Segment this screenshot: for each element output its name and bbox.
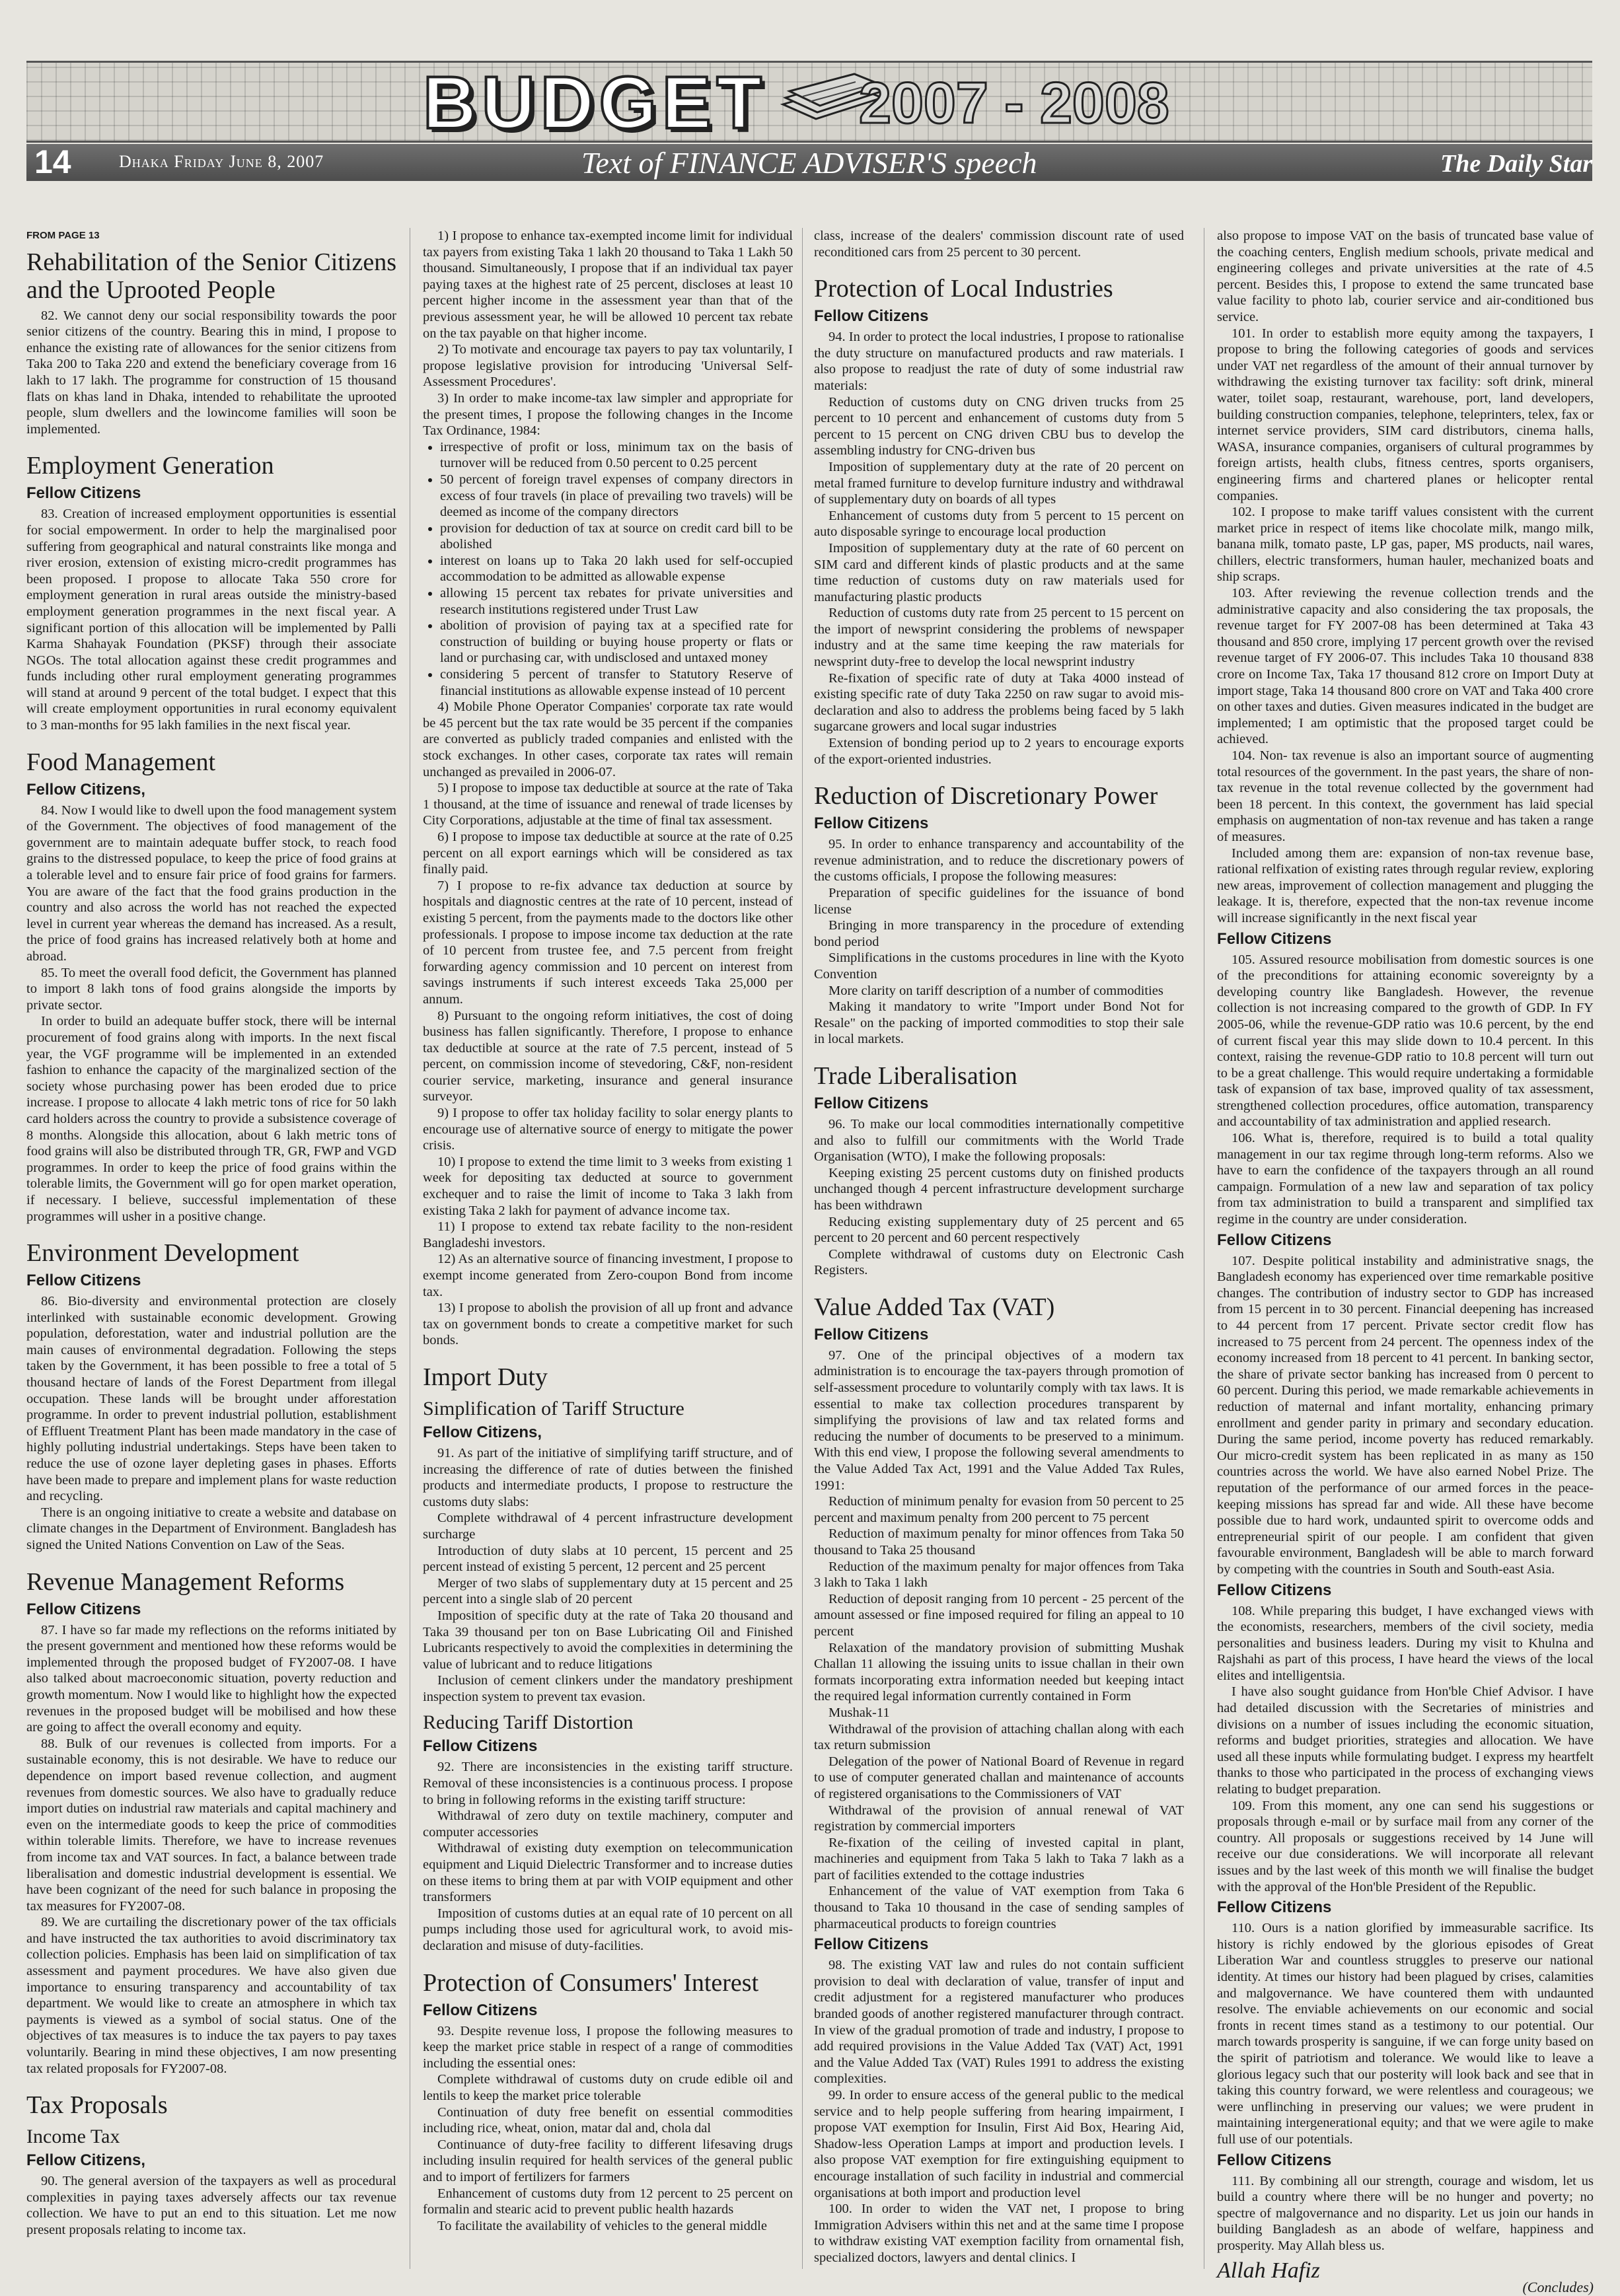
subheading: Fellow Citizens (423, 1737, 538, 1756)
paragraph: Withdrawal of existing duty exemption on telecommunication equipment and Liquid Dielectric Transformer and to increase duties on these items to bring them at par with VOIP equipment and other transformers (423, 1841, 793, 1905)
list-item: • 50 percent of foreign travel expenses of company directors in excess of four travels (in place of prevailing two travels) will be deemed as income of the company directors (440, 472, 793, 520)
section-heading: Protection of Local Industries (814, 275, 1113, 303)
section-heading: Value Added Tax (VAT) (814, 1293, 1055, 1321)
paragraph: 107. Despite political instability and administrative snags, the Bangladesh economy has experienced over time remarkable positive changes. The contribution of industry sector to GDP has increased from 15 percent in to 30 percent. Financial deepening has increased to 44 percent from 17 percent. Private sector credit flow has increased to 75 percent from 24 percent. The openness index of the economy increased from 18 percent to 41 percent. In banking sector, the share of private sector banking has increased from 0 percent to 60 percent. During this period, we made remarkable achievements in reduction of maternal and infant mortality, enhancing primary enrollment and gender parity in primary and secondary education. During the same period, income poverty has reduced remarkably. Our micro-credit system has been replicated in as many as 150 countries across the world. We have also earned Nobel Prize. The reputation of the performance of our armed forces in the peace-keeping missions has spread far and wide. All these have become possible due to hard work, undaunted spirit to overcome odds and entrepreneurial spirit of our people. I am confident that given favourable environment, Bangladesh will be able to march forward by competing with the countries in South and South-east Asia. (1217, 1253, 1594, 1577)
column-4 (1217, 228, 1594, 2296)
paragraph: 108. While preparing this budget, I have exchanged views with the economists, researchers, members of the civil society, media personalities and business leaders. During my visit to Khulna and Rajshahi as part of this process, I have heard the views of the local elites and intelligentsia. (1217, 1603, 1594, 1683)
section-heading: Employment Generation (26, 452, 274, 480)
paragraph: 104. Non- tax revenue is also an important source of augmenting total resources of the government. In the past years, the share of non-tax revenue in the total revenue collected by the government had been 18 percent. In this context, the government has laid special emphasis on augmentation of non-tax revenue and has taken a range of measures. (1217, 748, 1594, 844)
section-heading: Protection of Consumers' Interest (423, 1968, 759, 1997)
paragraph: 106. What is, therefore, required is to build a total quality management in our tax regime through long-term reforms. Also we have to earn the confidence of the taxpayers through an all round campaign. Formulation of a new law and separation of tax policy from tax administration to build a transparent and simplified tax regime in the country are under consideration. (1217, 1131, 1594, 1227)
budget-year: 2007 - 2008 (859, 70, 1169, 135)
paragraph: Complete withdrawal of 4 percent infrastructure development surcharge (423, 1511, 793, 1542)
paragraph: 83. Creation of increased employment opportunities is essential for social empowerment. In order to help the marginalised poor suffering from geographical and natural constraints like monga and river erosion, extension of existing micro-credit programmes has been proposed. I propose to allocate Taka 550 crore for employment generation in rural areas outside the ministry-based employment generation programmes in the next fiscal year. A significant portion of this allocation will be implemented by Palli Karma Shahayak Foundation (PKSF) through their associate NGOs. The total allocation against these credit programmes and funds including other rural employment generating programmes will stand at around 9 percent of the total budget. I expect that this will create employment opportunities in rural economy equivalent to 3 man-months for 95 lakh families in the next fiscal year. (26, 507, 396, 733)
column-rule (802, 228, 803, 2269)
paragraph: Withdrawal of the provision of annual renewal of VAT registration by commercial importers (814, 1803, 1184, 1834)
paragraph: Delegation of the power of National Board of Revenue in regard to use of computer generated challan and maintenance of accounts of registered organisations to the Commissioners of VAT (814, 1754, 1184, 1801)
paragraph: Merger of two slabs of supplementary duty at 15 percent and 25 percent into a single slab of 20 percent (423, 1575, 793, 1607)
paragraph: 98. The existing VAT law and rules do not contain sufficient provision to deal with declaration of value, transfer of input and credit adjustment for a registered manufacturer who produces branded goods of another registered manufacturer through contract. In view of the gradual promotion of trade and industry, I propose to add required provisions in the Value Added Tax (VAT) Act, 1991 and the Value Added Tax (VAT) Rules 1991 to address the existing complexities. (814, 1958, 1184, 2087)
list-item: • abolition of provision of paying tax at a specified rate for construction of building or buying house property or flats or land or purchasing car, with undisclosed and untaxed money (440, 618, 793, 666)
paragraph: Re-fixation of the ceiling of invested capital in plant, machineries and equipment from Taka 5 lakh to Taka 7 lakh as a part of facilities extended to the cottage industries (814, 1835, 1184, 1883)
paragraph: Continuance of duty-free facility to different lifesaving drugs including insulin required for health services of the general public and to import of fertilizers for farmers (423, 2137, 793, 2184)
subsection-heading: Income Tax (26, 2126, 120, 2148)
paragraph: 94. In order to protect the local industries, I propose to rationalise the duty structure on manufactured products and raw materials. I also propose to readjust the rate of duty of some industrial raw materials: (814, 330, 1184, 393)
section-heading: Environment Development (26, 1239, 299, 1268)
paragraph: Reduction of the maximum penalty for major offences from Taka 3 lakh to Taka 1 lakh (814, 1559, 1184, 1591)
paragraph: In order to build an adequate buffer stock, there will be internal procurement of food grains along with imports. In the next fiscal year, the VGF programme will be implemented in an extended fashion to enhance the capacity of the marginalized section of the society whose purchasing power has been eroded due to price increase. I propose to allocate 4 lakh metric tons of rice for 50 lakh card holders across the country to provide a subsistence coverage of 8 months. Alongside this allocation, about 6 lakh metric tons of food grains will also be distributed through TR, GR, FWP and VGD programmes. In order to keep the price of food grains within the tolerable limits, the Government will go for open market operation, if necessary. I believe, successful implementation of these programmes will usher in a positive change. (26, 1014, 396, 1224)
subheading: Fellow Citizens (814, 1935, 929, 1954)
paragraph: Making it mandatory to write "Import under Bond Not for Resale" on the packing of imported commodities to stop their sale in local markets. (814, 999, 1184, 1047)
paragraph: Bringing in more transparency in the procedure of extending bond period (814, 918, 1184, 949)
paragraph: 101. In order to establish more equity among the taxpayers, I propose to bring the following categories of goods and services under VAT net regardless of the amount of their annual turnover by withdrawing the existing turnover tax facility: soft drink, mineral water, toilet soap, restaurant, warehouse, port, land developers, building construction companies, telephone, teleprinters, telex, fax or internet service providers, SIM card distributors, cinema halls, WASA, insurance companies, organisers of cultural programmes by foreign artists, health clubs, fitness centres, sports organisers, engineering firms and chartered planes or helicopter rental companies. (1217, 326, 1594, 503)
paragraph: Continuation of duty free benefit on essential commodities including rice, wheat, onion, matar dal and, chola dal (423, 2104, 793, 2136)
page-number: 14 (34, 143, 71, 180)
paragraph: Preparation of specific guidelines for the issuance of bond license (814, 886, 1184, 917)
list-item: • provision for deduction of tax at source on credit card bill to be abolished (440, 520, 793, 553)
paragraph: 102. I propose to make tariff values consistent with the current market price in respect of items like chocolate milk, mango milk, banana milk, tomato paste, LP gas, paper, MS products, nail wares, chillers, electric transformers, human hauler, mechanized boats and ship scraps. (1217, 505, 1594, 585)
list-item: • considering 5 percent of transfer to Statutory Reserve of financial institutions as allowable expense instead of 10 percent (440, 666, 793, 699)
subheading: Fellow Citizens (26, 484, 141, 503)
section-heading: Food Management (26, 748, 216, 776)
paragraph: 89. We are curtailing the discretionary power of the tax officials and have instructed the tax authorities to avoid discriminatory tax collection policies. Emphasis has been laid on simplification of tax assessment and payment procedures. We have also given due importance to ensuring transparency and accountability of tax department. We would like to create an atmosphere in which tax payments is viewed as a symbol of social status. One of the objectives of tax measures is to induce the tax payers to pay taxes voluntarily. Bearing in mind these objectives, I am now presenting tax related proposals for FY2007-08. (26, 1915, 396, 2076)
section-heading: Tax Proposals (26, 2091, 168, 2120)
subheading: Fellow Citizens (1217, 2151, 1332, 2169)
column-3 (814, 228, 1184, 2269)
paragraph: 110. Ours is a nation glorified by immeasurable sacrifice. Its history is richly endowed by the glorious episodes of Great Liberation War and countless struggles to preserve our national identity. At times our history had been plagued by crises, calamities and malgovernance. We have countered them with undaunted resolve. The enviable achievements on our economic and social fronts in recent times stand as a testimony to our potential. Our march towards prosperity is sanguine, if we can forge unity based on the spirit of patriotism and tolerance. We would like to leave a glorious legacy such that our posterity will look back and see that in taking this country forward, we were relentless and courageous; we were unflinching in preserving our values; we were prudent in maintaining intergenerational equity; and that we were agile to make full use of our potentials. (1217, 1921, 1594, 2147)
paragraph: Reduction of customs duty rate from 25 percent to 15 percent on the import of newsprint considering the problems of newspaper industry and at the same time keeping the raw materials for newsprint duty-free to develop the local newsprint industry (814, 606, 1184, 670)
paragraph: 93. Despite revenue loss, I propose the following measures to keep the market price stable in respect of a range of commodities including the essential ones: (423, 2023, 793, 2071)
subheading: Fellow Citizens (1217, 1231, 1332, 1249)
paragraph: 2) To motivate and encourage tax payers to pay tax voluntarily, I propose legislative provision for introducing 'Universal Self-Assessment Procedures'. (423, 342, 793, 390)
subsection-heading: Simplification of Tariff Structure (423, 1397, 684, 1419)
subheading: Fellow Citizens (1217, 1581, 1332, 1599)
paragraph: 85. To meet the overall food deficit, the Government has planned to import 8 lakh tons of food grains alongside the imports by private sector. (26, 965, 396, 1013)
paragraph: Relaxation of the mandatory provision of submitting Mushak Challan 11 allowing the issuing units to issue challan in their own formats incorporating extra information needed but keeping intact the required legal information currently contained in Form (814, 1640, 1184, 1704)
paragraph: Complete withdrawal of customs duty on crude edible oil and lentils to keep the market price tolerable (423, 2072, 793, 2103)
paragraph: Extension of bonding period up to 2 years to encourage exports of the export-oriented industries. (814, 736, 1184, 767)
paragraph: Complete withdrawal of customs duty on Electronic Cash Registers. (814, 1246, 1184, 1278)
paragraph: 7) I propose to re-fix advance tax deduction at source by hospitals and diagnostic centres at the rate of 10 percent, instead of existing 5 percent, from the payments made to the doctors like other professionals. I propose to impose income tax deduction at the rate of 10 percent from trustee fee, and 7.5 percent from freight forwarding agency commission and 10 percent on interest from savings instruments if such interest exceeds Taka 25,000 per annum. (423, 878, 793, 1007)
paragraph: Included among them are: expansion of non-tax revenue base, rational relfixation of existing rates through regular review, exploring new areas, improvement of collection management and plugging the leakage. It is, therefore, expected that the non-tax revenue income will increase significantly in the next fiscal year (1217, 845, 1594, 925)
paragraph: Re-fixation of specific rate of duty at Taka 4000 instead of existing specific rate of duty Taka 2250 on raw sugar to avoid mis-declaration and also to address the problems being faced by 5 lakh sugarcane growers and local sugar industries (814, 670, 1184, 735)
subheading: Fellow Citizens (814, 1325, 929, 1344)
paragraph: 10) I propose to extend the time limit to 3 weeks from existing 1 week for depositing tax deducted at source to government exchequer and to raise the limit of income to Taka 3 lakh from existing Taka 2 lakh for payment of advance income tax. (423, 1154, 793, 1218)
paragraph: Reduction of deposit ranging from 10 percent - 25 percent of the amount assessed or fine imposed required for filing an appeal to 10 percent (814, 1591, 1184, 1639)
subheading: Fellow Citizens, (26, 2151, 146, 2170)
paragraph: 3) In order to make income-tax law simpler and appropriate for the present times, I propose the following changes in the Income Tax Ordinance, 1984: (423, 390, 793, 439)
paragraph: class, increase of the dealers' commission discount rate of used reconditioned cars from 25 percent to 30 percent. (814, 229, 1184, 260)
paragraph: 12) As an alternative source of financing investment, I propose to exempt income generated from Zero-coupon Bond from income tax. (423, 1252, 793, 1299)
subheading: Fellow Citizens (26, 1600, 141, 1618)
paragraph: 88. Bulk of our revenues is collected from imports. For a sustainable economy, this is not desirable. We have to reduce our dependence on import based revenue collection, and augment revenues from domestic sources. We also have to gradually reduce import duties on industrial raw materials and capital machinery and even on the intermediate goods to keep the price of commodities within tolerable limits. Therefore, we have to increase revenues from income tax and VAT sources. In fact, a balance between trade liberalisation and domestic industrial development is essential. We have been cognizant of the need for such balance in proposing the tax measures for FY2007-08. (26, 1736, 396, 1914)
paragraph: 87. I have so far made my reflections on the reforms initiated by the present government and mentioned how these reforms would be implemented through the proposed budget of FY2007-08. I have also talked about macroeconomic situation, poverty reduction and growth momentum. Now I would like to highlight how the expected revenues in the proposed budget will be mobilised and how these are going to affect the overall economy and equity. (26, 1622, 396, 1735)
section-heading: Trade Liberalisation (814, 1061, 1017, 1090)
section-heading: Revenue Management Reforms (26, 1567, 345, 1596)
paragraph: Withdrawal of the provision of attaching challan along with each tax return submission (814, 1721, 1184, 1753)
paragraph: 86. Bio-diversity and environmental protection are closely interlinked with sustainable economic development. Growing population, deforestation, water and industrial pollution are the main causes of environmental degradation. Following the steps taken by the Government, it has been possible to free a total of 5 thousand hectare of lands of the Forest Department from illegal occupation. These lands will be brought under afforestation programme. In order to prevent industrial pollution, establishment of Effluent Treatment Plant has been made mandatory in the case of highly polluting industrial undertakings. Steps have been taken to reduce the use of ozone layer depleting gases in phases. Efforts have been made to prepare and implement plans for waste reduction and recycling. (26, 1294, 396, 1504)
paragraph: I have also sought guidance from Hon'ble Chief Advisor. I have had detailed discussion with the Secretaries of ministries and divisions on a number of issues including the economic situation, reforms and budget priorities, strategies and allocation. We have used all these inputs while formulating budget. I express my heartfelt thanks to those who participated in the process of exchanging views relating to budget preparation. (1217, 1684, 1594, 1797)
subheading: Fellow Citizens (1217, 929, 1332, 948)
subheading: Fellow Citizens, (26, 780, 146, 799)
subheading: Fellow Citizens (423, 2001, 538, 2019)
signoff: Allah Hafiz (1217, 2258, 1320, 2283)
paragraph: To facilitate the availability of vehicles to the general middle (437, 2218, 767, 2233)
paragraph: 100. In order to widen the VAT net, I propose to bring Immigration Advisers within this net and at the same time I propose to withdraw existing VAT exemption facility from ornamental fish, specialized doctors, lawyers and dental clinics. I (814, 2202, 1184, 2265)
speech-title: Text of FINANCE ADVISER'S speech (581, 146, 1037, 180)
subheading: Fellow Citizens (26, 1272, 141, 1290)
subsection-heading: Reducing Tariff Distortion (423, 1711, 634, 1734)
paragraph: 9) I propose to offer tax holiday facility to solar energy plants to encourage use of alternative source of energy to mitigate the power crisis. (423, 1106, 793, 1153)
paragraph: Mushak-11 (828, 1705, 890, 1720)
paragraph: 111. By combining all our strength, courage and wisdom, let us build a country where there will be no hunger and poverty; no spectre of malgovernance and no disparity. Let us join our hands in building Bangladesh as an abode of welfare, happiness and prosperity. May Allah bless us. (1217, 2173, 1594, 2253)
paragraph: Enhancement of the value of VAT exemption from Taka 6 thousand to Taka 10 thousand in the case of sending samples of pharmaceutical products to foreign countries (814, 1884, 1184, 1931)
paragraph: Introduction of duty slabs at 10 percent, 15 percent and 25 percent instead of existing 5 percent, 12 percent and 25 percent (423, 1543, 793, 1575)
paragraph: Reduction of maximum penalty for minor offences from Taka 50 thousand to Taka 25 thousand (814, 1526, 1184, 1558)
paragraph: 109. From this moment, any one can send his suggestions or proposals through e-mail or by surface mail from any corner of the country. All proposals or suggestions received by 14 June will receive our due considerations. We will incorporate all relevant issues and by the last week of this month we will finalise the budget with the approval of the Hon'ble President of the Republic. (1217, 1798, 1594, 1894)
subheading: Fellow Citizens (814, 1094, 929, 1112)
continued-from: FROM PAGE 13 (26, 230, 100, 241)
paragraph: 84. Now I would like to dwell upon the food management system of the Government. The objectives of food management of the government are to maintain adequate buffer stock, to reach food grains to the distressed populace, to keep the price of food grains at a tolerable level and to ensure fair price of food grains for farmers. You are aware of the fact that the food grains production in the country and also across the world has not reached the expected level in current year whereas the demand has increased. As a result, the price of food grains has increased relatively both at home and abroad. (26, 803, 396, 964)
paragraph: 1) I propose to enhance tax-exempted income limit for individual tax payers from existing Taka 1 lakh 20 thousand to Taka 1 Lakh 50 thousand. Simultaneously, I propose that if an individual tax payer paying taxes at the highest rate of 25 percent, discloses at least 10 percent higher income in the assessment year than that of the previous assessment year, he will be allowed 10 percent tax rebate on the tax payable on that higher income. (423, 229, 793, 341)
paragraph: 97. One of the principal objectives of a modern tax administration is to encourage the tax-payers through promotion of self-assessment procedure to voluntarily comply with tax laws. It is essential to make tax collection procedures transparent by simplifying the provisions of law and tax related forms and reducing the number of documents to be preserved to a minimum. With this end view, I propose the following several amendments to the Value Added Tax Act, 1991 and the Value Added Tax Rules, 1991: (814, 1347, 1184, 1493)
paragraph: 91. As part of the initiative of simplifying tariff structure, and of increasing the difference of rate of duties between the finished products and intermediate products, I propose to restructure the customs duty slabs: (423, 1445, 793, 1509)
paragraph: Simplifications in the customs procedures in line with the Kyoto Convention (814, 951, 1184, 982)
paragraph: Imposition of supplementary duty at the rate of 20 percent on metal framed furniture to develop furniture industry and withdrawal of supplementary duty on boards of all types (814, 459, 1184, 507)
paragraph: Enhancement of customs duty from 12 percent to 25 percent on formalin and stearic acid to prevent public health hazards (423, 2186, 793, 2217)
paragraph: 92. There are inconsistencies in the existing tariff structure. Removal of these inconsistencies is a continuous process. I propose to bring in following reforms in the existing tariff structure: (423, 1760, 793, 1807)
list-item: • allowing 15 percent tax rebates for private universities and research institutions registered under Trust Law (440, 585, 793, 618)
paragraph: More clarity on tariff description of a number of commodities (828, 983, 1163, 998)
section-heading: Reduction of Discretionary Power (814, 782, 1158, 810)
paragraph: Enhancement of customs duty from 5 percent to 15 percent on auto disposable syringe to encourage local production (814, 508, 1184, 540)
paragraph: 4) Mobile Phone Operator Companies' corporate tax rate would be 45 percent but the tax rate would be 35 percent if the companies are converted as publicly traded companies and enlisted with the stock exchanges. In other cases, corporate tax rates will remain unchanged as prevailed in 2006-07. (423, 700, 793, 779)
paragraph: 103. After reviewing the revenue collection trends and the administrative capacity and also considering the tax proposals, the revenue target for FY 2007-08 has been determined at Taka 43 thousand and 850 crore, implying 17 percent growth over the revised revenue target of FY 2006-07. This includes Taka 10 thousand 838 crore on Income Tax, Taka 17 thousand 812 crore on Import Duty at import stage, Taka 14 thousand 800 crore on VAT and Taka 400 crore on other taxes and duties. Given measures indicated in the budget are implemented; I am optimistic that the proposed target could be achieved. (1217, 586, 1594, 747)
subheading: Fellow Citizens, (423, 1423, 542, 1441)
paragraph: Reducing existing supplementary duty of 25 percent and 65 percent to 20 percent and 60 percent respectively (814, 1214, 1184, 1246)
paragraph: There is an ongoing initiative to create a website and database on climate changes in the Department of Environment. Bangladesh has signed the United Nations Convention on Law of the Seas. (26, 1505, 396, 1552)
paragraph: also propose to impose VAT on the basis of truncated base value of the coaching centers, English medium schools, private medical and engineering colleges and private universities at the rate of 4.5 percent. Besides this, I propose to extend the same truncated base value facility to photo lab, courier service and air-conditioned bus service. (1217, 229, 1594, 324)
bullet-list (423, 439, 793, 700)
paragraph: 6) I propose to impose tax deductible at source at the rate of 0.25 percent on all export earnings which will be considered as tax finally paid. (423, 829, 793, 877)
paragraph: 82. We cannot deny our social responsibility towards the poor senior citizens of the country. Bearing this in mind, I propose to enhance the existing rate of allowances for the senior citizens from Taka 200 to Taka 220 and extend the beneficiary coverage from 16 lakh to 17 lakh. The programme for construction of 15 thousand flats on khas land in Dhaka, intended to rehabilitate the uprooted people, slum dwellers and the lowincome families will soon be implemented. (26, 308, 396, 437)
paragraph: 99. In order to ensure access of the general public to the medical service and to help people suffering from hearing impairment, I propose VAT exemption for Insulin, First Aid Box, Hearing Aid, Shadow-less Operation Lamps at import and production levels. I also propose VAT exemption for fire extinguishing equipment to encourage installation of such facility in industrial and commercial organisations at both import and production level (814, 2088, 1184, 2200)
paragraph: Imposition of specific duty at the rate of Taka 20 thousand and Taka 39 thousand per ton on Base Lubricating Oil and Finished Lubricants respectively to avoid the complexities in determining the value of lubricant and to reduce litigations (423, 1608, 793, 1672)
paragraph: Imposition of customs duties at an equal rate of 10 percent on all pumps including those used for agricultural work, to avoid mis-declaration and misuse of duty-facilities. (423, 1906, 793, 1953)
section-heading: Rehabilitation of the Senior Citizens and the Uprooted People (26, 248, 396, 304)
subheading: Fellow Citizens (814, 307, 929, 326)
paragraph: 8) Pursuant to the ongoing reform initiatives, the cost of doing business has fallen significantly. Therefore, I propose to enhance tax deductible at source at the rate of 7.5 percent, instead of 5 percent, on commission income of stevedoring, C&F, non-resident courier service, marketing, insurance and general insurance surveyor. (423, 1008, 793, 1104)
masthead-logo: The Daily Star (1440, 150, 1593, 178)
paragraph: 90. The general aversion of the taxpayers as well as procedural complexities in paying taxes adversely affects our tax revenue collection. We have to put an end to this situation. Let me now present proposals relating to income tax. (26, 2174, 396, 2237)
paragraph: 105. Assured resource mobilisation from domestic sources is one of the preconditions for attaining economic sovereignty by a developing country like Bangladesh. However, the revenue collection is not increasing compared to the growth of GDP. In FY 2005-06, while the revenue-GDP ratio was 10.6 percent, by the end of current fiscal year this may slide down to 10.4 percent. In this context, raising the revenue-GDP ratio to 10.8 percent will turn out to be a great challenge. This would require undertaking a formidable task of expansion of tax base, improved quality of tax assessment, strengthened collection procedures, office automation, transparency and accountability of tax administration and applied research. (1217, 952, 1594, 1130)
paragraph: Imposition of supplementary duty at the rate of 60 percent on SIM card and different kinds of plastic products and at the same time reduction of customs duty on raw materials used for manufacturing plastic products (814, 540, 1184, 604)
section-heading: Import Duty (423, 1363, 548, 1391)
paragraph: Reduction of customs duty on CNG driven trucks from 25 percent to 10 percent and enhancement of customs duty from 5 percent to 15 percent on CNG driven CBU bus to develop the assembling industry for CNG-driven bus (814, 394, 1184, 458)
paragraph: 95. In order to enhance transparency and accountability of the revenue administration, and to reduce the discretionary powers of the customs officials, I propose the following measures: (814, 837, 1184, 884)
column-2 (423, 228, 793, 2269)
paragraph: Inclusion of cement clinkers under the mandatory preshipment inspection system to prevent tax evasion. (423, 1673, 793, 1704)
column-1 (26, 228, 396, 2269)
subheading: Fellow Citizens (1217, 1898, 1332, 1917)
dateline: Dhaka Friday June 8, 2007 (119, 152, 324, 171)
concludes-label: (Concludes) (1522, 2279, 1594, 2296)
list-item: • interest on loans up to Taka 20 lakh used for self-occupied accommodation to be admitted as allowable expense (440, 553, 793, 585)
paragraph: Keeping existing 25 percent customs duty on finished products unchanged though 4 percent infrastructure development surcharge has been withdrawn (814, 1165, 1184, 1213)
paragraph: 13) I propose to abolish the provision of all up front and advance tax on government bonds to create a competitive market for such bonds. (423, 1301, 793, 1348)
paragraph: 96. To make our local commodities internationally competitive and also to fulfill our commitments with the World Trade Organisation (WTO), I make the following proposals: (814, 1116, 1184, 1165)
paragraph: Withdrawal of zero duty on textile machinery, computer and computer accessories (423, 1809, 793, 1840)
paragraph: 11) I propose to extend tax rebate facility to the non-resident Bangladeshi investors. (423, 1219, 793, 1250)
subheading: Fellow Citizens (814, 814, 929, 833)
paragraph: 5) I propose to impose tax deductible at source at the rate of Taka 1 thousand, at the time of issuance and renewal of trade licenses by City Corporations, adjustable at the time of final tax assessment. (423, 781, 793, 828)
list-item: • irrespective of profit or loss, minimum tax on the basis of turnover will be reduced from 0.50 percent to 0.25 percent (440, 439, 793, 472)
budget-wordmark: BUDGET (423, 61, 767, 144)
paragraph: Reduction of minimum penalty for evasion from 50 percent to 25 percent and maximum penalty from 200 percent to 75 percent (814, 1494, 1184, 1525)
